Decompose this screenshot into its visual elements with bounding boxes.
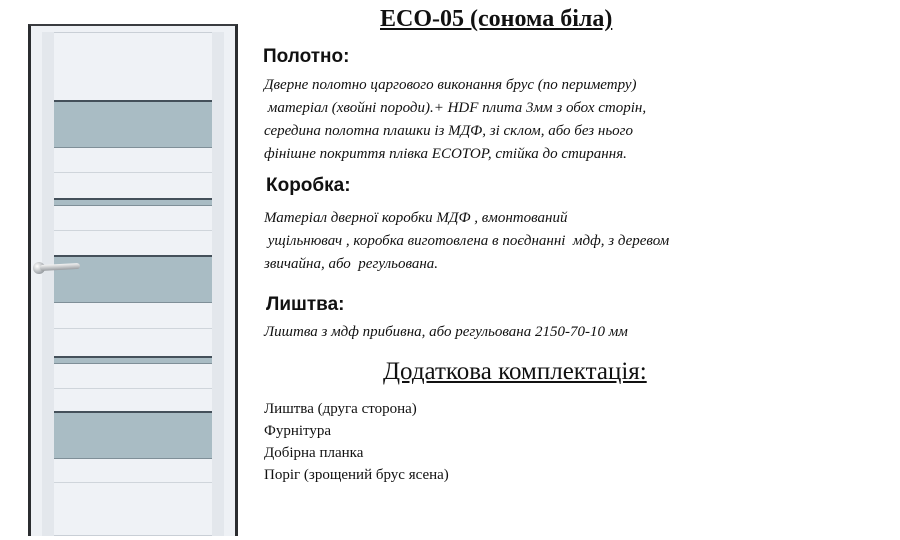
section-text-lyshtva [264, 321, 628, 344]
glass-strip-1 [54, 198, 212, 206]
text-line: фінішне покриття плівка ECOTOP, стійка до стирання. [264, 146, 627, 162]
door-rail [54, 172, 212, 173]
text-line: звичайна, або регульована. [264, 256, 439, 272]
section-heading-lyshtva: Лиштва: [266, 294, 345, 315]
page-title: ЕСО-05 (сонома біла) [380, 6, 613, 32]
door-rail [54, 388, 212, 389]
list-item: Поріг (зрощений брус ясена) [264, 467, 449, 483]
text-line: ущільнювач , коробка виготовлена в поєднанні мдф, з деревом [264, 233, 670, 249]
section-text-korobka [264, 207, 669, 276]
door-rail [54, 482, 212, 483]
list-item: Добірна планка [264, 445, 364, 461]
list-item: Фурнітура [264, 423, 332, 439]
section-heading-korobka: Коробка: [266, 175, 351, 196]
extras-heading: Додаткова комплектація: [383, 358, 647, 385]
text-line: Дверне полотно царгового виконання брус (по периметру) [264, 77, 637, 93]
section-text-polotno [264, 74, 646, 166]
section-heading-polotno: Полотно: [263, 46, 350, 67]
list-item: Лиштва (друга сторона) [264, 401, 417, 417]
text-line: середина полотна плашки із МДФ, зі склом, або без нього [264, 123, 634, 139]
extras-list [264, 398, 449, 486]
text-line: Матеріал дверної коробки МДФ , вмонтований [264, 210, 568, 226]
glass-panel-1 [54, 100, 212, 148]
door-stile-left [42, 32, 54, 536]
glass-panel-3 [54, 411, 212, 459]
text-line: Лиштва з мдф прибивна, або регульована 2150-70-10 мм [264, 324, 628, 340]
text-line: матеріал (хвойні породи).+ HDF плита 3мм з обох сторін, [264, 100, 647, 116]
glass-strip-2 [54, 356, 212, 364]
door-image [18, 10, 246, 536]
door-rail [54, 328, 212, 329]
door-stile-right [212, 32, 224, 536]
door-rail [54, 230, 212, 231]
